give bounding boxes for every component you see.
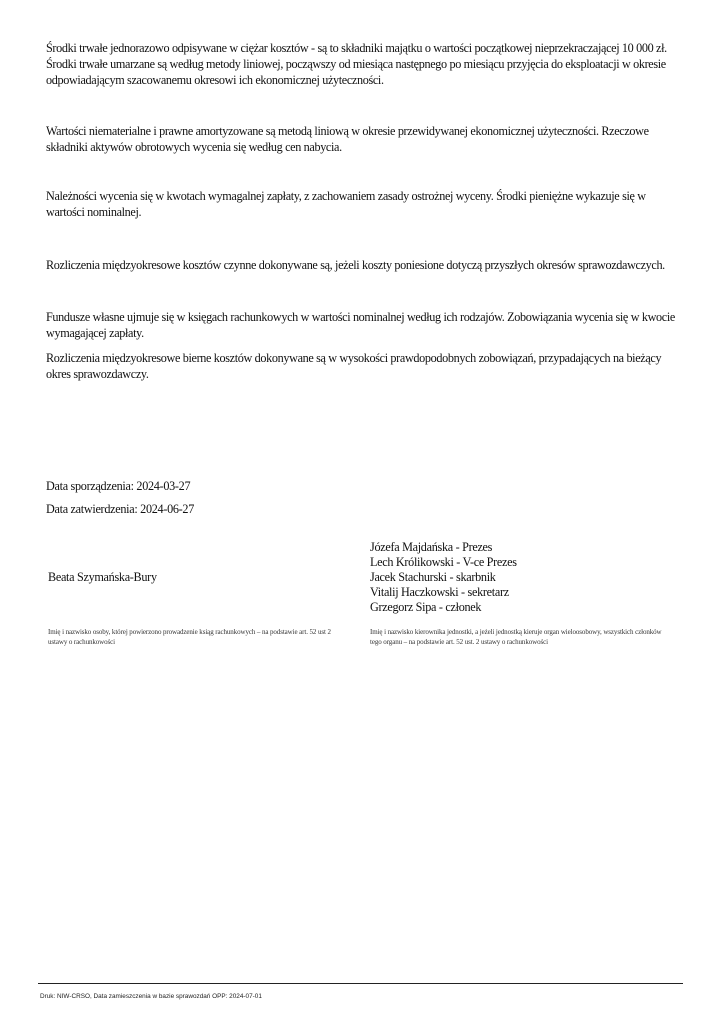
preparer-legal-note: Imię i nazwisko osoby, której powierzono prowadzenie ksiąg rachunkowych – na podstawie art. 52 ust 2 ustawy o rachunkowości [48, 628, 331, 646]
policy-paragraph-active-accruals: Rozliczenia międzyokresowe kosztów czynne dokonywane są, jeżeli koszty poniesione dotyczą przyszłych okresów sprawozdawczych. [46, 258, 665, 272]
policy-paragraph-fixed-assets: Środki trwałe jednorazowo odpisywane w ciężar kosztów - są to składniki majątku o wartości początkowej nieprzekraczającej 10 000 zł. Środki trwałe umarzane są według metody liniowej, począwszy od miesiąca następnego po miesiącu przyjęcia do eksploatacji w okresie odpowiadającym szacowanemu okresowi ich ekonomicznej użyteczności. [46, 41, 667, 87]
preparation-date: Data sporządzenia: 2024-03-27 [46, 479, 191, 493]
board-members-list [370, 540, 517, 615]
board-member: Grzegorz Sipa - członek [370, 600, 482, 614]
board-member: Lech Królikowski - V-ce Prezes [370, 555, 517, 569]
policy-paragraph-receivables: Należności wycenia się w kwotach wymagalnej zapłaty, z zachowaniem zasady ostrożnej wyceny. Środki pieniężne wykazuje się w wartości nominalnej. [46, 189, 646, 219]
board-member: Jacek Stachurski - skarbnik [370, 570, 496, 584]
footer-divider [38, 983, 683, 984]
board-legal-note: Imię i nazwisko kierownika jednostki, a jeżeli jednostką kieruje organ wieloosobowy, wszystkich członków tego organu – na podstawie art. 52 ust. 2 ustawy o rachunkowości [370, 628, 662, 646]
board-member: Vitalij Haczkowski - sekretarz [370, 585, 509, 599]
approval-date: Data zatwierdzenia: 2024-06-27 [46, 502, 195, 516]
policy-paragraph-passive-accruals: Rozliczenia międzyokresowe bierne kosztów dokonywane są w wysokości prawdopodobnych zobowiązań, przypadających na bieżący okres sprawozdawczy. [46, 351, 662, 381]
footer-print-info: Druk: NIW-CRSO, Data zamieszczenia w bazie sprawozdań OPP: 2024-07-01 [40, 993, 262, 1000]
policy-paragraph-intangibles: Wartości niematerialne i prawne amortyzowane są metodą liniową w okresie przewidywanej ekonomicznej użyteczności. Rzeczowe składniki aktywów obrotowych wycenia się według cen nabycia. [46, 124, 649, 154]
board-member: Józefa Majdańska - Prezes [370, 540, 493, 554]
policy-paragraph-equity-liabilities: Fundusze własne ujmuje się w księgach rachunkowych w wartości nominalnej według ich rodzajów. Zobowiązania wycenia się w kwocie wymagającej zapłaty. [46, 310, 675, 340]
preparer-name: Beata Szymańska-Bury [48, 570, 157, 584]
